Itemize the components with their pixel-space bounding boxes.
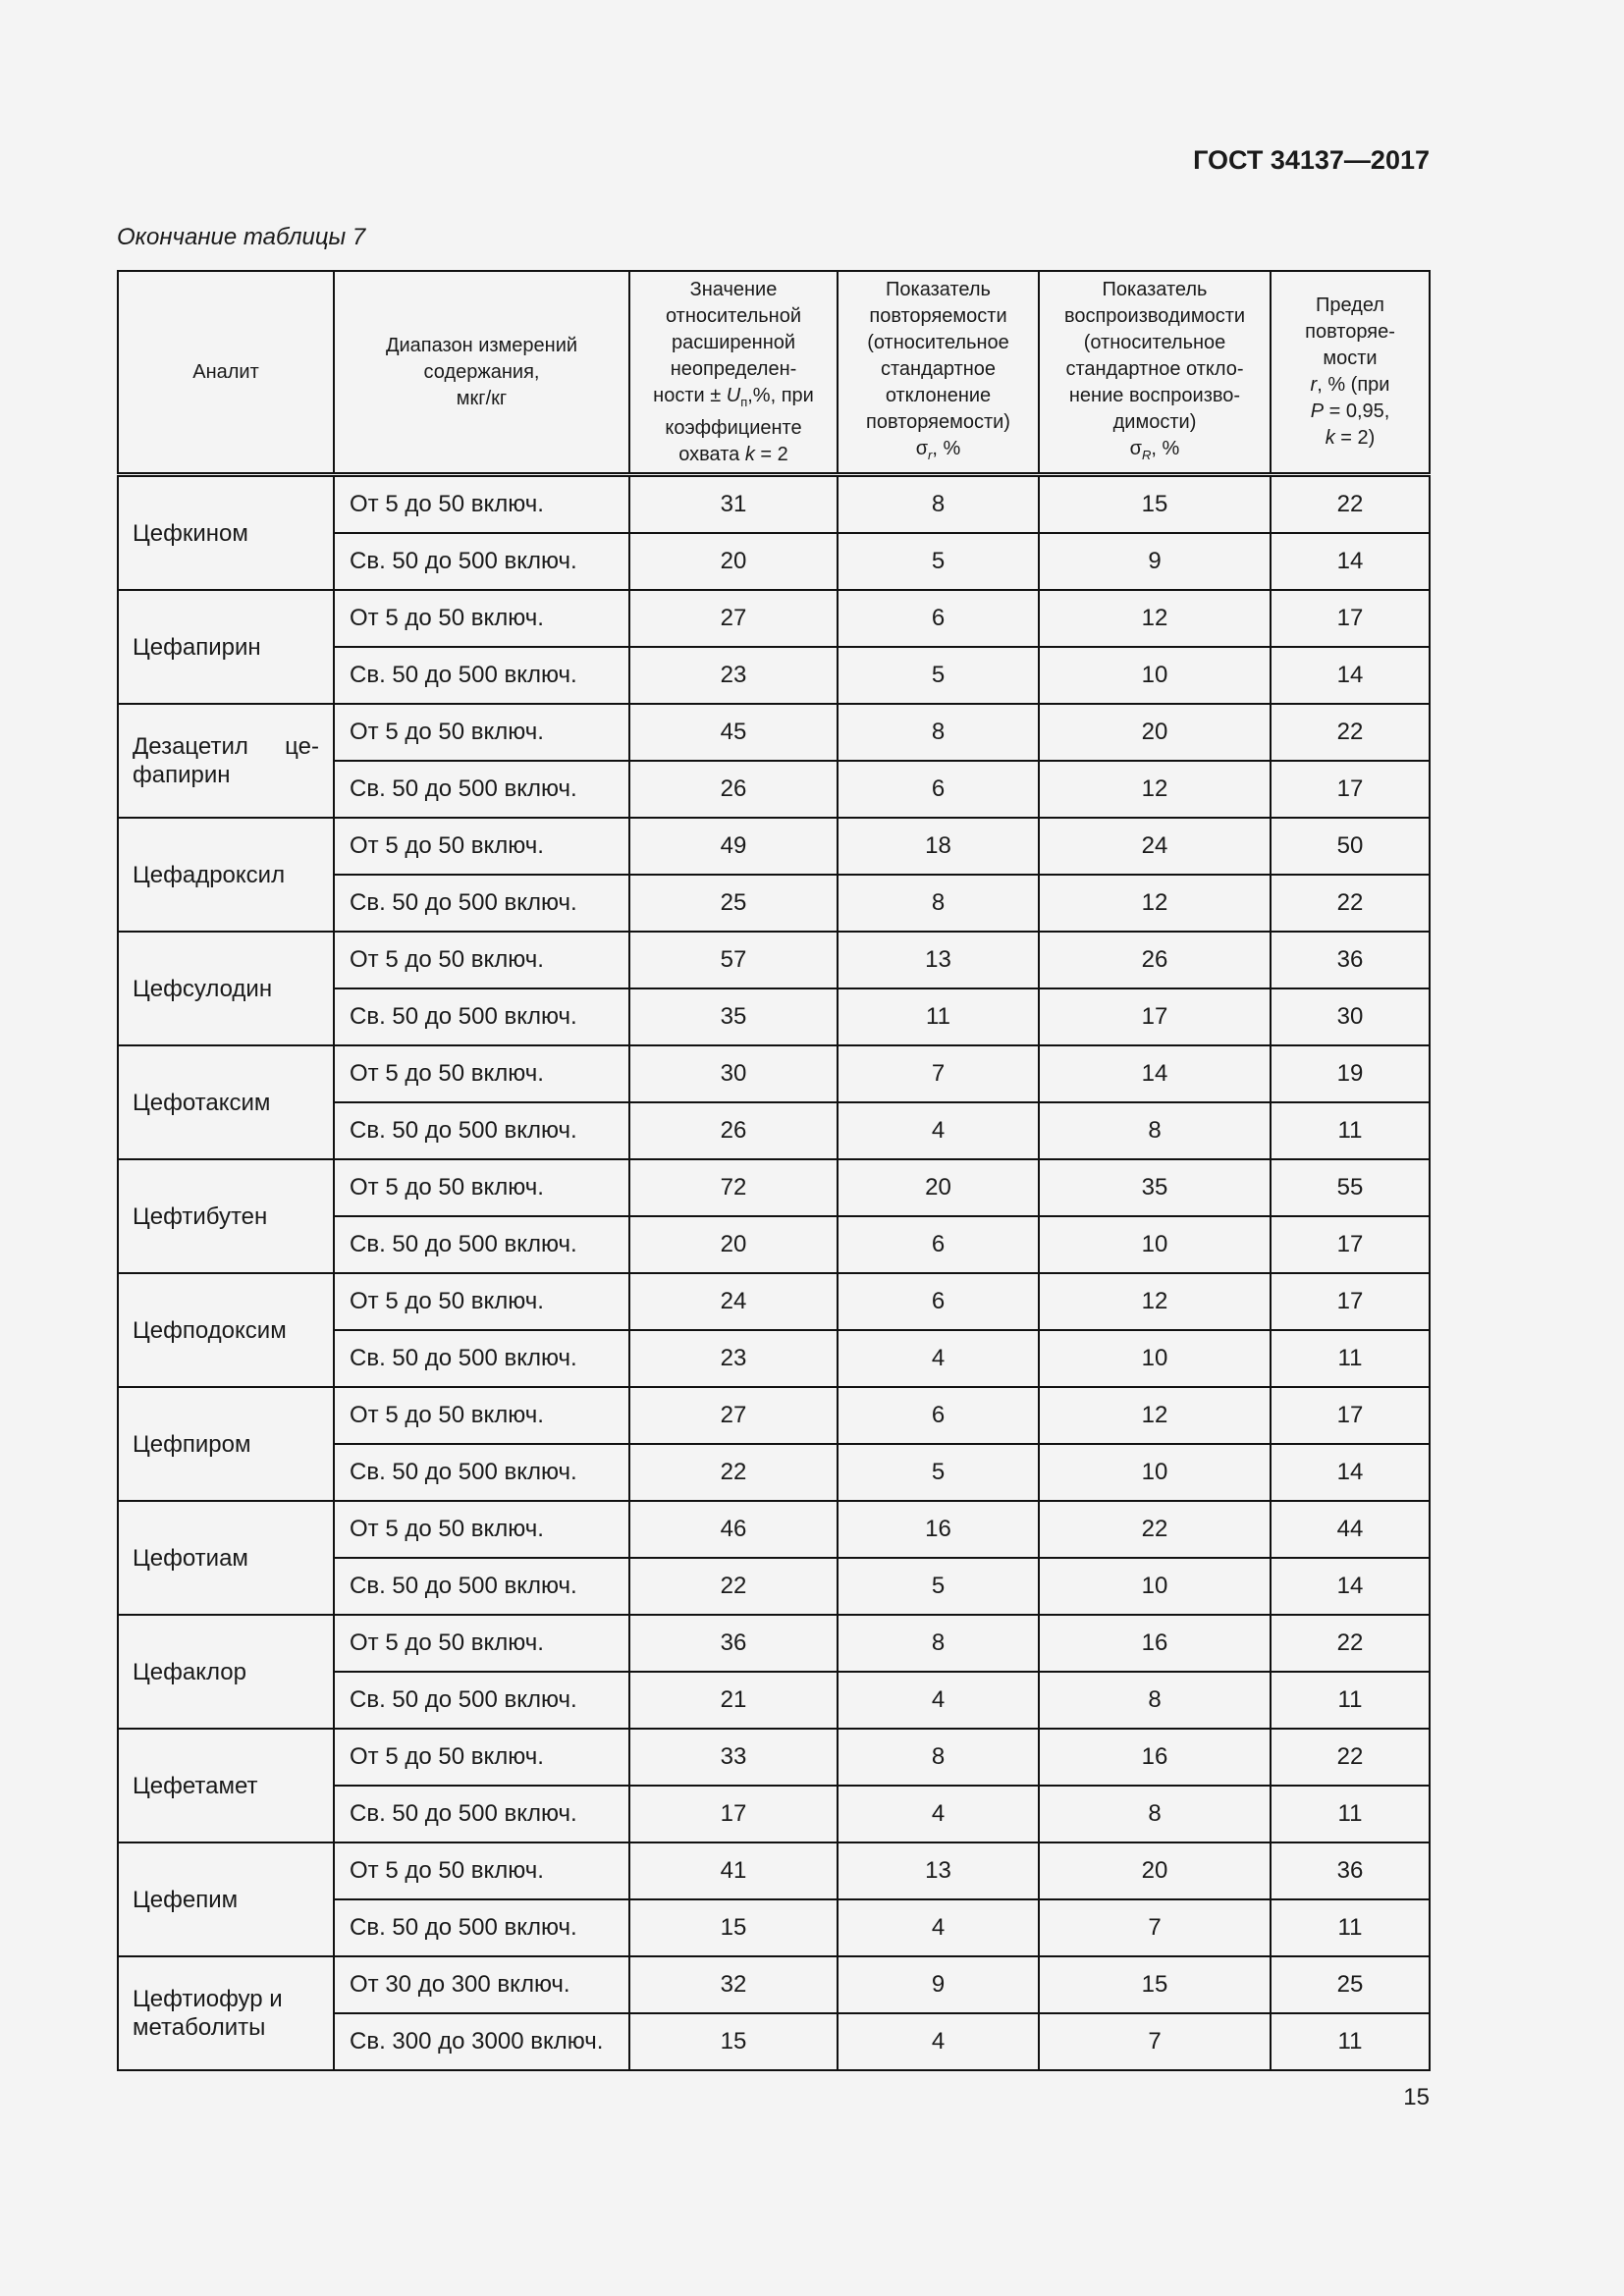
- analyte-cell: Цефподоксим: [118, 1273, 334, 1387]
- limit-cell: 44: [1271, 1501, 1430, 1558]
- uncertainty-cell: 36: [629, 1615, 838, 1672]
- repeatability-cell: 8: [838, 1615, 1039, 1672]
- page-number: 15: [1403, 2084, 1430, 2110]
- limit-cell: 11: [1271, 1102, 1430, 1159]
- uncertainty-cell: 20: [629, 1216, 838, 1273]
- limit-cell: 11: [1271, 1672, 1430, 1729]
- range-cell: От 5 до 50 включ.: [334, 1159, 629, 1216]
- reproducibility-cell: 35: [1039, 1159, 1271, 1216]
- analyte-cell: Цефетамет: [118, 1729, 334, 1842]
- limit-cell: 22: [1271, 875, 1430, 932]
- uncertainty-cell: 27: [629, 1387, 838, 1444]
- uncertainty-cell: 33: [629, 1729, 838, 1786]
- repeatability-cell: 4: [838, 2013, 1039, 2070]
- range-cell: От 5 до 50 включ.: [334, 932, 629, 988]
- range-cell: Св. 50 до 500 включ.: [334, 1102, 629, 1159]
- limit-cell: 11: [1271, 1330, 1430, 1387]
- table-row: [118, 1615, 1430, 1672]
- limit-cell: 11: [1271, 1786, 1430, 1842]
- table-row: [118, 590, 1430, 647]
- reproducibility-cell: 10: [1039, 1330, 1271, 1387]
- reproducibility-cell: 7: [1039, 2013, 1271, 2070]
- uncertainty-cell: 35: [629, 988, 838, 1045]
- range-cell: Св. 300 до 3000 включ.: [334, 2013, 629, 2070]
- reproducibility-cell: 7: [1039, 1899, 1271, 1956]
- range-cell: От 5 до 50 включ.: [334, 1615, 629, 1672]
- limit-cell: 50: [1271, 818, 1430, 875]
- table-row: [118, 1729, 1430, 1786]
- repeatability-cell: 5: [838, 533, 1039, 590]
- limit-cell: 36: [1271, 1842, 1430, 1899]
- repeatability-cell: 5: [838, 1444, 1039, 1501]
- repeatability-cell: 8: [838, 704, 1039, 761]
- uncertainty-cell: 23: [629, 647, 838, 704]
- limit-cell: 36: [1271, 932, 1430, 988]
- limit-cell: 17: [1271, 1216, 1430, 1273]
- table-row: [118, 1842, 1430, 1899]
- reproducibility-cell: 16: [1039, 1729, 1271, 1786]
- repeatability-cell: 4: [838, 1786, 1039, 1842]
- analyte-cell: Цефадроксил: [118, 818, 334, 932]
- analyte-cell: Цефпиром: [118, 1387, 334, 1501]
- uncertainty-cell: 21: [629, 1672, 838, 1729]
- limit-cell: 11: [1271, 1899, 1430, 1956]
- reproducibility-cell: 10: [1039, 647, 1271, 704]
- limit-cell: 17: [1271, 761, 1430, 818]
- range-cell: Св. 50 до 500 включ.: [334, 1558, 629, 1615]
- uncertainty-cell: 26: [629, 1102, 838, 1159]
- uncertainty-cell: 30: [629, 1045, 838, 1102]
- limit-cell: 17: [1271, 590, 1430, 647]
- range-cell: От 5 до 50 включ.: [334, 1045, 629, 1102]
- header-uncertainty: Значение относительной расширенной неопределен- ности ± $U_п,\%$, при коэффициенте охвата k = 2: [629, 271, 838, 475]
- header-range: Диапазон измерений содержания, мкг/кг: [334, 271, 629, 475]
- header-analyte: Аналит: [118, 271, 334, 475]
- repeatability-cell: 13: [838, 1842, 1039, 1899]
- limit-cell: 55: [1271, 1159, 1430, 1216]
- analyte-cell: Цефтиофур и метаболиты: [118, 1956, 334, 2070]
- uncertainty-cell: 20: [629, 533, 838, 590]
- range-cell: От 5 до 50 включ.: [334, 1501, 629, 1558]
- analyte-cell: Цефотаксим: [118, 1045, 334, 1159]
- range-cell: Св. 50 до 500 включ.: [334, 533, 629, 590]
- uncertainty-cell: 22: [629, 1444, 838, 1501]
- reproducibility-cell: 12: [1039, 590, 1271, 647]
- repeatability-cell: 11: [838, 988, 1039, 1045]
- limit-cell: 22: [1271, 475, 1430, 534]
- table-caption: Окончание таблицы 7: [117, 224, 366, 250]
- repeatability-cell: 6: [838, 1216, 1039, 1273]
- repeatability-cell: 6: [838, 1273, 1039, 1330]
- table-container: [117, 270, 1431, 2071]
- table-row: [118, 1159, 1430, 1216]
- table-row: [118, 704, 1430, 761]
- range-cell: От 5 до 50 включ.: [334, 818, 629, 875]
- uncertainty-cell: 17: [629, 1786, 838, 1842]
- repeatability-cell: 7: [838, 1045, 1039, 1102]
- limit-cell: 14: [1271, 1444, 1430, 1501]
- range-cell: Св. 50 до 500 включ.: [334, 1899, 629, 1956]
- reproducibility-cell: 12: [1039, 1273, 1271, 1330]
- table-row: [118, 1045, 1430, 1102]
- reproducibility-cell: 20: [1039, 704, 1271, 761]
- repeatability-cell: 6: [838, 1387, 1039, 1444]
- repeatability-cell: 8: [838, 475, 1039, 534]
- range-cell: Св. 50 до 500 включ.: [334, 1444, 629, 1501]
- limit-cell: 14: [1271, 1558, 1430, 1615]
- reproducibility-cell: 10: [1039, 1558, 1271, 1615]
- header-repeatability-limit: Предел повторяе- мости r, % (при P = 0,95, k = 2): [1271, 271, 1430, 475]
- table-row: [118, 1501, 1430, 1558]
- reproducibility-cell: 22: [1039, 1501, 1271, 1558]
- uncertainty-cell: 27: [629, 590, 838, 647]
- analyte-cell: Цефотиам: [118, 1501, 334, 1615]
- uncertainty-cell: 57: [629, 932, 838, 988]
- uncertainty-cell: 23: [629, 1330, 838, 1387]
- uncertainty-cell: 45: [629, 704, 838, 761]
- range-cell: От 5 до 50 включ.: [334, 704, 629, 761]
- repeatability-cell: 4: [838, 1102, 1039, 1159]
- limit-cell: 22: [1271, 704, 1430, 761]
- reproducibility-cell: 20: [1039, 1842, 1271, 1899]
- header-row: [118, 271, 1430, 475]
- reproducibility-cell: 8: [1039, 1102, 1271, 1159]
- repeatability-cell: 8: [838, 1729, 1039, 1786]
- range-cell: От 5 до 50 включ.: [334, 1729, 629, 1786]
- repeatability-cell: 4: [838, 1899, 1039, 1956]
- repeatability-cell: 4: [838, 1672, 1039, 1729]
- repeatability-cell: 20: [838, 1159, 1039, 1216]
- analyte-cell: Цефепим: [118, 1842, 334, 1956]
- reproducibility-cell: 12: [1039, 761, 1271, 818]
- reproducibility-cell: 12: [1039, 875, 1271, 932]
- repeatability-cell: 4: [838, 1330, 1039, 1387]
- uncertainty-cell: 25: [629, 875, 838, 932]
- uncertainty-cell: 72: [629, 1159, 838, 1216]
- range-cell: Св. 50 до 500 включ.: [334, 761, 629, 818]
- uncertainty-cell: 32: [629, 1956, 838, 2013]
- uncertainty-cell: 46: [629, 1501, 838, 1558]
- range-cell: От 5 до 50 включ.: [334, 590, 629, 647]
- range-cell: Св. 50 до 500 включ.: [334, 1786, 629, 1842]
- table-row: [118, 475, 1430, 534]
- analyte-cell: Цефапирин: [118, 590, 334, 704]
- analyte-cell: Цефаклор: [118, 1615, 334, 1729]
- range-cell: Св. 50 до 500 включ.: [334, 1672, 629, 1729]
- uncertainty-cell: 15: [629, 1899, 838, 1956]
- repeatability-cell: 9: [838, 1956, 1039, 2013]
- reproducibility-cell: 16: [1039, 1615, 1271, 1672]
- table-row: [118, 818, 1430, 875]
- table-row: [118, 1956, 1430, 2013]
- range-cell: Св. 50 до 500 включ.: [334, 875, 629, 932]
- repeatability-cell: 5: [838, 647, 1039, 704]
- range-cell: Св. 50 до 500 включ.: [334, 647, 629, 704]
- analyte-cell: Дезацетил це-фапирин: [118, 704, 334, 818]
- reproducibility-cell: 15: [1039, 1956, 1271, 2013]
- reproducibility-cell: 9: [1039, 533, 1271, 590]
- range-cell: От 5 до 50 включ.: [334, 1842, 629, 1899]
- repeatability-cell: 6: [838, 590, 1039, 647]
- range-cell: Св. 50 до 500 включ.: [334, 988, 629, 1045]
- table-row: [118, 932, 1430, 988]
- table-row: [118, 1273, 1430, 1330]
- limit-cell: 22: [1271, 1615, 1430, 1672]
- limit-cell: 14: [1271, 533, 1430, 590]
- header-reproducibility: Показатель воспроизводимости (относительное стандартное откло- нение воспроизво- димости) $\sigma_R$, %: [1039, 271, 1271, 475]
- limit-cell: 30: [1271, 988, 1430, 1045]
- uncertainty-cell: 26: [629, 761, 838, 818]
- range-cell: Св. 50 до 500 включ.: [334, 1330, 629, 1387]
- limit-cell: 25: [1271, 1956, 1430, 2013]
- analyte-cell: Цефкином: [118, 475, 334, 591]
- uncertainty-cell: 22: [629, 1558, 838, 1615]
- repeatability-cell: 16: [838, 1501, 1039, 1558]
- repeatability-cell: 18: [838, 818, 1039, 875]
- data-table: [117, 270, 1431, 2071]
- range-cell: От 5 до 50 включ.: [334, 1273, 629, 1330]
- limit-cell: 17: [1271, 1387, 1430, 1444]
- analyte-cell: Цефтибутен: [118, 1159, 334, 1273]
- range-cell: От 5 до 50 включ.: [334, 1387, 629, 1444]
- repeatability-cell: 5: [838, 1558, 1039, 1615]
- uncertainty-cell: 15: [629, 2013, 838, 2070]
- reproducibility-cell: 8: [1039, 1786, 1271, 1842]
- repeatability-cell: 13: [838, 932, 1039, 988]
- reproducibility-cell: 14: [1039, 1045, 1271, 1102]
- reproducibility-cell: 24: [1039, 818, 1271, 875]
- limit-cell: 19: [1271, 1045, 1430, 1102]
- uncertainty-cell: 49: [629, 818, 838, 875]
- table-row: [118, 1387, 1430, 1444]
- reproducibility-cell: 8: [1039, 1672, 1271, 1729]
- range-cell: От 5 до 50 включ.: [334, 475, 629, 534]
- reproducibility-cell: 26: [1039, 932, 1271, 988]
- uncertainty-cell: 24: [629, 1273, 838, 1330]
- repeatability-cell: 6: [838, 761, 1039, 818]
- reproducibility-cell: 12: [1039, 1387, 1271, 1444]
- document-code: ГОСТ 34137—2017: [1193, 145, 1430, 175]
- range-cell: Св. 50 до 500 включ.: [334, 1216, 629, 1273]
- uncertainty-cell: 41: [629, 1842, 838, 1899]
- limit-cell: 11: [1271, 2013, 1430, 2070]
- reproducibility-cell: 17: [1039, 988, 1271, 1045]
- reproducibility-cell: 10: [1039, 1216, 1271, 1273]
- uncertainty-cell: 31: [629, 475, 838, 534]
- range-cell: От 30 до 300 включ.: [334, 1956, 629, 2013]
- reproducibility-cell: 15: [1039, 475, 1271, 534]
- limit-cell: 14: [1271, 647, 1430, 704]
- repeatability-cell: 8: [838, 875, 1039, 932]
- reproducibility-cell: 10: [1039, 1444, 1271, 1501]
- limit-cell: 17: [1271, 1273, 1430, 1330]
- header-repeatability: Показатель повторяемости (относительное стандартное отклонение повторяемости) $\sigma_r$, %: [838, 271, 1039, 475]
- limit-cell: 22: [1271, 1729, 1430, 1786]
- analyte-cell: Цефсулодин: [118, 932, 334, 1045]
